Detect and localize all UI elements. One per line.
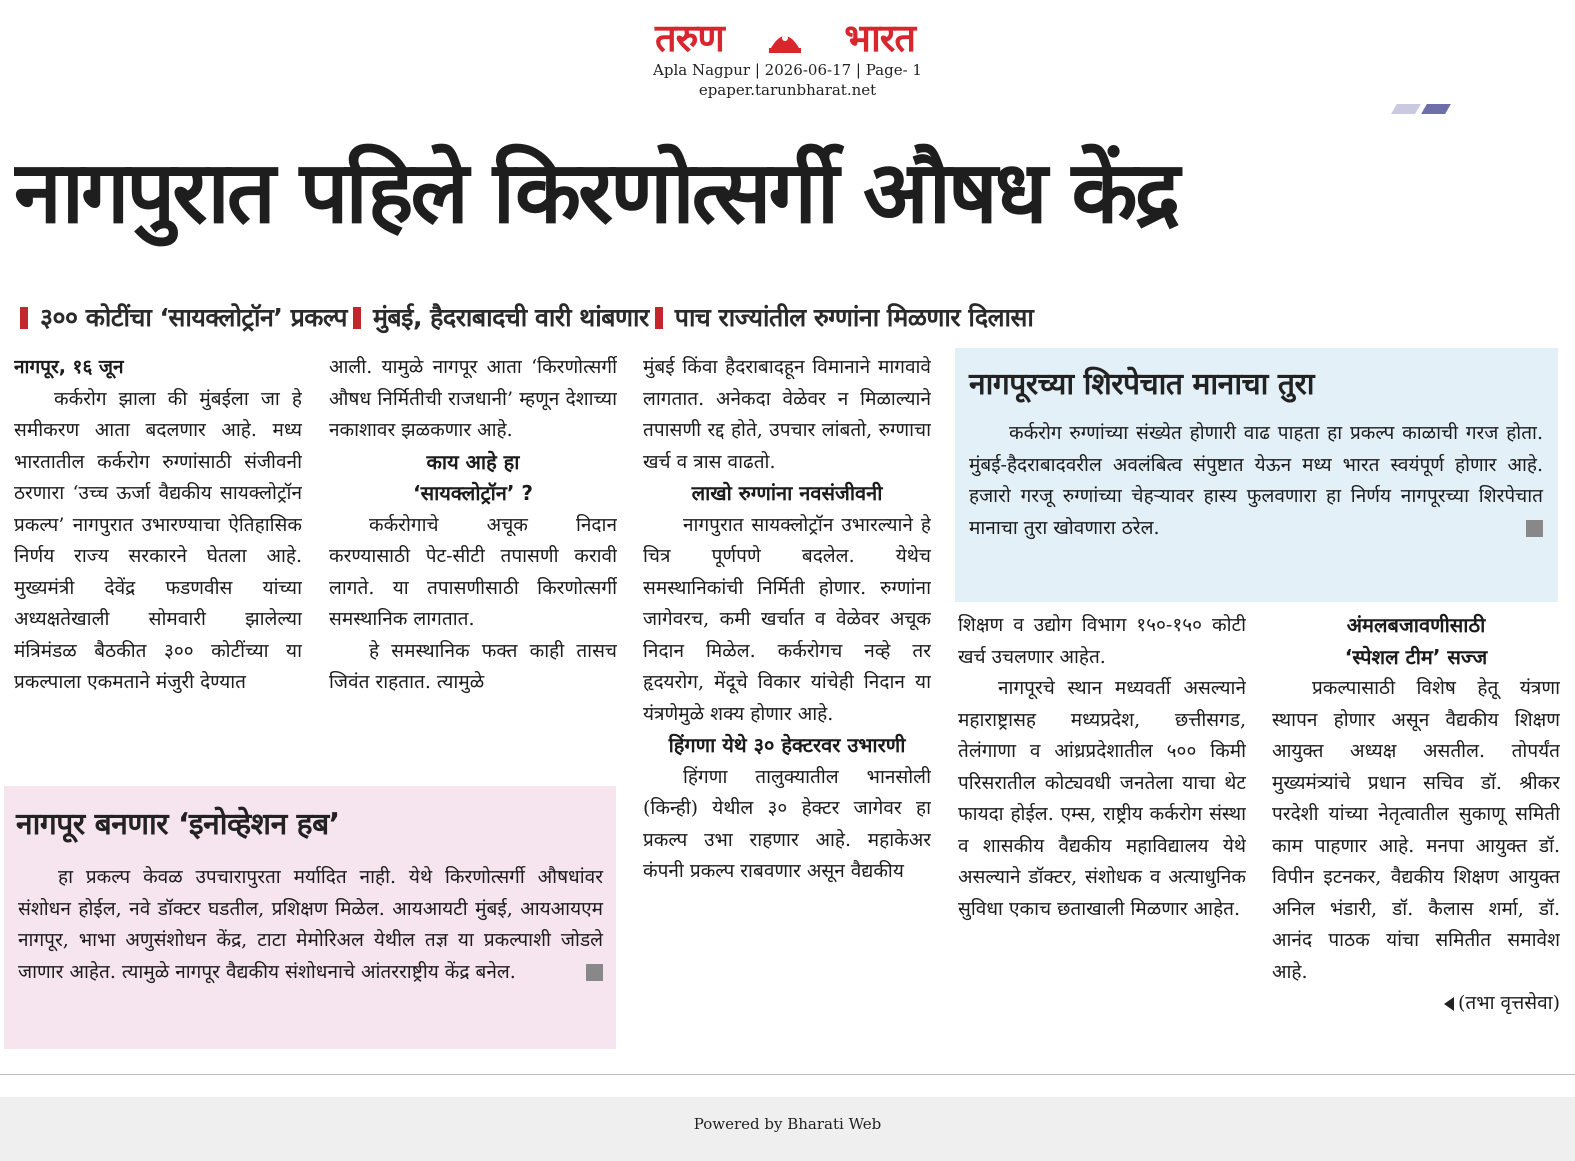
section-subhead: काय आहे हा <box>426 449 520 474</box>
highlight-box-blue <box>955 348 1558 602</box>
decorative-bar <box>1421 104 1451 114</box>
subheadline-strip <box>14 296 1559 340</box>
powered-by-link[interactable]: Powered by Bharati Web <box>693 1115 882 1133</box>
article-column-5 <box>1272 610 1560 1056</box>
dateline: नागपूर, १६ जून <box>14 356 124 378</box>
masthead <box>0 0 1575 110</box>
section-subhead: ‘स्पेशल टीम’ सज्ज <box>1344 644 1488 669</box>
box-paragraph: कर्करोग रुग्णांच्या संख्येत होणारी वाढ पाहता हा प्रकल्प काळाची गरज होता. मुंबई-हैदराबादवरील अवलंबित्व संपुष्टात येऊन मध्य भारत स्वयंपूर्ण होणार आहे. हजारो गरजू रुग्णांच्या चेहऱ्यावर हास्य फुलवणारा हा निर्णय नागपूरच्या शिरपेचात मानाचा तुरा खोवणारा ठरेल. <box>969 422 1543 539</box>
logo-text-left: तरुण <box>655 16 724 60</box>
footer-divider <box>0 1074 1575 1075</box>
credit-arrow-icon <box>1444 997 1454 1011</box>
paragraph: नागपूरचे स्थान मध्यवर्ती असल्याने महाराष्ट्रासह मध्यप्रदेश, छत्तीसगड, तेलंगाणा व आंध्रप्रदेशातील ५०० किमी परिसरातील कोट्यवधी जनतेला याचा थेट फायदा होईल. एम्स, राष्ट्रीय कर्करोग संस्था व शासकीय वैद्यकीय महाविद्यालय येथे असल्याने डॉक्टर, संशोधक व अत्याधुनिक सुविधा एकाच छताखाली मिळणार आहेत. <box>958 677 1246 920</box>
news-credit <box>1272 988 1560 1020</box>
newspaper-emblem-icon <box>767 22 803 56</box>
credit-text: (तभा वृत्तसेवा) <box>1458 992 1560 1014</box>
newspaper-logo[interactable] <box>655 12 915 64</box>
paragraph: कर्करोग झाला की मुंबईला जा हे समीकरण आता बदलणार आहे. मध्य भारतातील कर्करोग रुग्णांसाठी संजीवनी ठरणारा ‘उच्च ऊर्जा वैद्यकीय सायक्लोट्रॉन प्रकल्प’ नागपुरात उभारण्याचा ऐतिहासिक निर्णय राज्य सरकारने घेतला आहे. मुख्यमंत्री देवेंद्र फडणवीस यांच्या अध्यक्षतेखाली सोमवारी झालेल्या मंत्रिमंडळ बैठकीत ३०० कोटींच्या या प्रकल्पाला एकमताने मंजुरी देण्यात <box>14 387 302 693</box>
section-subhead: हिंगणा येथे ३० हेक्टरवर उभारणी <box>668 733 906 757</box>
paragraph: प्रकल्पासाठी विशेष हेतू यंत्रणा स्थापन होणार असून वैद्यकीय शिक्षण आयुक्त अध्यक्ष असतील. तोपर्यंत मुख्यमंत्र्यांचे प्रधान सचिव डॉ. श्रीकर परदेशी यांच्या नेतृत्वातील सुकाणू समिती काम पाहणार आहे. मनपा आयुक्त डॉ. विपीन इटनकर, वैद्यकीय शिक्षण आयुक्त अनिल भंडारी, डॉ. कैलास शर्मा, डॉ. आनंद पाठक यांचा समितीत समावेश आहे. <box>1272 677 1560 983</box>
article-column-2 <box>329 352 617 780</box>
decorative-bar <box>1391 104 1421 114</box>
footer <box>0 1097 1575 1161</box>
section-subhead: अंमलबजावणीसाठी <box>1346 613 1486 637</box>
box-body <box>18 862 603 988</box>
subhead-item: ३०० कोटींचा ‘सायक्लोट्रॉन’ प्रकल्प <box>40 303 347 332</box>
box-body <box>969 418 1543 544</box>
end-mark-icon <box>1526 520 1543 537</box>
paragraph: शिक्षण व उद्योग विभाग १५०-१५० कोटी खर्च उचलणार आहेत. <box>958 614 1246 668</box>
end-mark-icon <box>586 964 603 981</box>
section-subhead: लाखो रुग्णांना नवसंजीवनी <box>691 481 883 505</box>
article-column-1 <box>14 352 302 780</box>
paragraph: हिंगणा तालुक्यातील भानसोली (किन्ही) येथील ३० हेक्टर जागेवर हा प्रकल्प उभा राहणार आहे. महाकेअर कंपनी प्रकल्प राबवणार असून वैद्यकीय <box>643 765 931 882</box>
subhead-item: पाच राज्यांतील रुग्णांना मिळणार दिलासा <box>674 303 1034 332</box>
box-title: नागपूर बनणार ‘इनोव्हेशन हब’ <box>16 807 340 842</box>
paragraph: आली. यामुळे नागपूर आता ‘किरणोत्सर्गी औषध निर्मितीची राजधानी’ म्हणून देशाच्या नकाशावर झळकणार आहे. <box>329 356 617 441</box>
main-headline: नागपुरात पहिले किरणोत्सर्गी औषध केंद्र <box>14 143 1178 243</box>
paragraph: कर्करोगाचे अचूक निदान करण्यासाठी पेट-सीटी तपासणी करावी लागते. या तपासणीसाठी किरणोत्सर्गी समस्थानिक लागतात. <box>329 513 617 630</box>
site-url[interactable]: epaper.tarunbharat.net <box>698 81 877 99</box>
bullet-marker <box>20 307 28 329</box>
edition-line: Apla Nagpur | 2026-06-17 | Page- 1 <box>653 61 922 79</box>
highlight-box-pink <box>4 786 616 1049</box>
paragraph: नागपुरात सायक्लोट्रॉन उभारल्याने हे चित्र पूर्णपणे बदलेल. येथेच समस्थानिकांची निर्मिती होणार. रुग्णांना जागेवरच, कमी खर्चात व वेळेवर अचूक निदान मिळेल. कर्करोगच नव्हे तर हृदयरोग, मेंदूचे विकार यांचेही निदान या यंत्रणेमुळे शक्य होणार आहे. <box>643 513 931 725</box>
subhead-item: मुंबई, हैदराबादची वारी थांबणार <box>372 303 649 332</box>
paragraph: मुंबई किंवा हैदराबादहून विमानाने मागवावे लागतात. अनेकदा वेळेवर न मिळाल्याने तपासणी रद्द होते, उपचार लांबतो, रुग्णाचा खर्च व त्रास वाढतो. <box>643 356 931 473</box>
logo-text-right: भारत <box>844 16 915 60</box>
paragraph: हे समस्थानिक फक्त काही तासच जिवंत राहतात. त्यामुळे <box>329 639 617 693</box>
article-column-4 <box>958 610 1246 1056</box>
bullet-marker <box>655 307 663 329</box>
article-column-3 <box>643 352 931 1056</box>
section-subhead: ‘सायक्लोट्रॉन’ ? <box>412 481 534 505</box>
box-paragraph: हा प्रकल्प केवळ उपचारापुरता मर्यादित नाही. येथे किरणोत्सर्गी औषधांवर संशोधन होईल, नवे डॉक्टर घडतील, प्रशिक्षण मिळेल. आयआयटी मुंबई, आयआयएम नागपूर, भाभा अणुसंशोधन केंद्र, टाटा मेमोरिअल येथील तज्ञ या प्रकल्पाशी जोडले जाणार आहेत. त्यामुळे नागपूर वैद्यकीय संशोधनाचे आंतरराष्ट्रीय केंद्र बनेल. <box>18 866 603 983</box>
bullet-marker <box>353 307 361 329</box>
box-title: नागपूरच्या शिरपेचात मानाचा तुरा <box>969 367 1314 402</box>
